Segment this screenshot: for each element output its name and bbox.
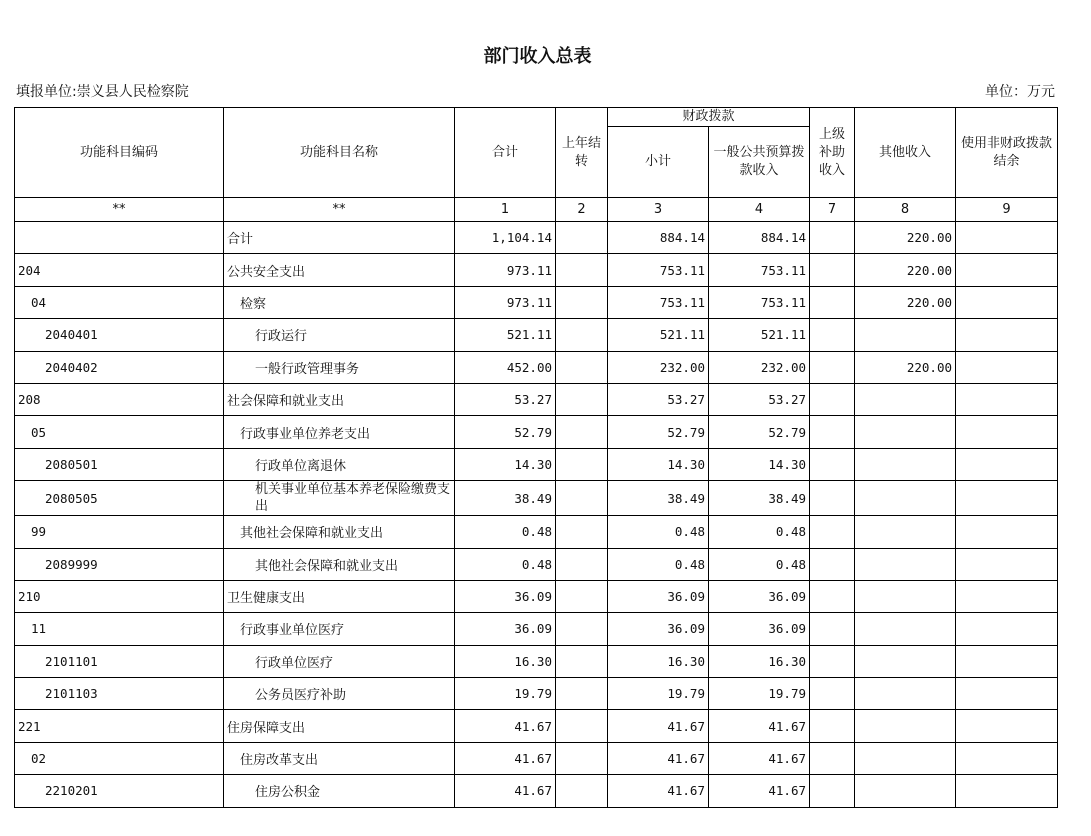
header-code: 功能科目编码 <box>15 108 224 198</box>
total-cell: 38.49 <box>455 481 556 516</box>
superior-cell <box>810 254 855 286</box>
total-cell: 0.48 <box>455 516 556 548</box>
table-row <box>15 481 1058 516</box>
subtotal-cell: 0.48 <box>608 548 709 580</box>
nonfiscal-cell <box>956 319 1058 351</box>
other-income-cell <box>855 416 956 448</box>
total-cell: 41.67 <box>455 710 556 742</box>
header-general-budget: 一般公共预算拨款收入 <box>709 127 810 198</box>
superior-cell <box>810 351 855 383</box>
table-row <box>15 222 1058 254</box>
total-cell: 19.79 <box>455 678 556 710</box>
total-cell: 1,104.14 <box>455 222 556 254</box>
code-cell: 2080505 <box>15 481 224 516</box>
subtotal-cell: 19.79 <box>608 678 709 710</box>
name-cell: 公共安全支出 <box>224 254 455 286</box>
table-row <box>15 678 1058 710</box>
general-budget-cell: 38.49 <box>709 481 810 516</box>
subtotal-cell: 53.27 <box>608 383 709 415</box>
carryover-cell <box>556 319 608 351</box>
superior-cell <box>810 645 855 677</box>
total-cell: 52.79 <box>455 416 556 448</box>
carryover-cell <box>556 580 608 612</box>
general-budget-cell: 753.11 <box>709 254 810 286</box>
general-budget-cell: 52.79 <box>709 416 810 448</box>
general-budget-cell: 53.27 <box>709 383 810 415</box>
nonfiscal-cell <box>956 710 1058 742</box>
page-title: 部门收入总表 <box>483 46 592 67</box>
other-income-cell <box>855 710 956 742</box>
general-budget-cell: 41.67 <box>709 742 810 774</box>
total-cell: 41.67 <box>455 742 556 774</box>
income-summary-table <box>14 107 1058 808</box>
index-cell: 7 <box>810 198 855 222</box>
header-total: 合计 <box>455 108 556 198</box>
superior-cell <box>810 448 855 480</box>
name-cell: 合计 <box>224 222 455 254</box>
general-budget-cell: 753.11 <box>709 286 810 318</box>
other-income-cell <box>855 319 956 351</box>
code-cell: 2080501 <box>15 448 224 480</box>
other-income-cell <box>855 516 956 548</box>
nonfiscal-cell <box>956 645 1058 677</box>
carryover-cell <box>556 254 608 286</box>
carryover-cell <box>556 613 608 645</box>
general-budget-cell: 521.11 <box>709 319 810 351</box>
subtotal-cell: 521.11 <box>608 319 709 351</box>
carryover-cell <box>556 351 608 383</box>
superior-cell <box>810 742 855 774</box>
subtotal-cell: 884.14 <box>608 222 709 254</box>
subtotal-cell: 16.30 <box>608 645 709 677</box>
code-cell: 02 <box>15 742 224 774</box>
nonfiscal-cell <box>956 416 1058 448</box>
name-cell: 住房公积金 <box>224 775 455 807</box>
index-cell: 1 <box>455 198 556 222</box>
name-cell: 住房保障支出 <box>224 710 455 742</box>
code-cell: 11 <box>15 613 224 645</box>
carryover-cell <box>556 516 608 548</box>
name-cell: 行政单位医疗 <box>224 645 455 677</box>
name-cell: 机关事业单位基本养老保险缴费支出 <box>224 481 455 516</box>
subtotal-cell: 38.49 <box>608 481 709 516</box>
index-cell: ** <box>224 198 455 222</box>
table-row <box>15 710 1058 742</box>
code-cell: 2089999 <box>15 548 224 580</box>
table-row <box>15 742 1058 774</box>
general-budget-cell: 14.30 <box>709 448 810 480</box>
code-cell: 2101101 <box>15 645 224 677</box>
other-income-cell <box>855 383 956 415</box>
other-income-cell <box>855 645 956 677</box>
nonfiscal-cell <box>956 742 1058 774</box>
code-cell: 2210201 <box>15 775 224 807</box>
other-income-cell <box>855 775 956 807</box>
name-cell: 行政单位离退休 <box>224 448 455 480</box>
total-cell: 973.11 <box>455 286 556 318</box>
code-cell: 221 <box>15 710 224 742</box>
other-income-cell: 220.00 <box>855 286 956 318</box>
other-income-cell <box>855 548 956 580</box>
table-row <box>15 548 1058 580</box>
code-cell: 05 <box>15 416 224 448</box>
carryover-cell <box>556 286 608 318</box>
nonfiscal-cell <box>956 222 1058 254</box>
name-cell: 行政事业单位医疗 <box>224 613 455 645</box>
index-cell: 2 <box>556 198 608 222</box>
superior-cell <box>810 481 855 516</box>
code-cell: 208 <box>15 383 224 415</box>
header-nonfiscal: 使用非财政拨款结余 <box>956 108 1058 198</box>
general-budget-cell: 19.79 <box>709 678 810 710</box>
nonfiscal-cell <box>956 254 1058 286</box>
nonfiscal-cell <box>956 481 1058 516</box>
subtotal-cell: 753.11 <box>608 254 709 286</box>
superior-cell <box>810 516 855 548</box>
code-cell: 2040401 <box>15 319 224 351</box>
table-row <box>15 580 1058 612</box>
general-budget-cell: 16.30 <box>709 645 810 677</box>
general-budget-cell: 41.67 <box>709 775 810 807</box>
carryover-cell <box>556 383 608 415</box>
total-cell: 973.11 <box>455 254 556 286</box>
nonfiscal-cell <box>956 678 1058 710</box>
carryover-cell <box>556 678 608 710</box>
table-row <box>15 383 1058 415</box>
index-cell: ** <box>15 198 224 222</box>
subtotal-cell: 36.09 <box>608 613 709 645</box>
total-cell: 452.00 <box>455 351 556 383</box>
superior-cell <box>810 319 855 351</box>
table-row <box>15 613 1058 645</box>
index-cell: 8 <box>855 198 956 222</box>
unit-label: 单位：万元 <box>985 84 1055 100</box>
superior-cell <box>810 222 855 254</box>
other-income-cell <box>855 481 956 516</box>
general-budget-cell: 232.00 <box>709 351 810 383</box>
code-cell: 204 <box>15 254 224 286</box>
superior-cell <box>810 613 855 645</box>
general-budget-cell: 884.14 <box>709 222 810 254</box>
superior-cell <box>810 678 855 710</box>
general-budget-cell: 41.67 <box>709 710 810 742</box>
carryover-cell <box>556 481 608 516</box>
name-cell: 行政事业单位养老支出 <box>224 416 455 448</box>
nonfiscal-cell <box>956 580 1058 612</box>
table-row <box>15 416 1058 448</box>
code-cell: 99 <box>15 516 224 548</box>
nonfiscal-cell <box>956 383 1058 415</box>
subtotal-cell: 232.00 <box>608 351 709 383</box>
name-cell: 社会保障和就业支出 <box>224 383 455 415</box>
other-income-cell: 220.00 <box>855 351 956 383</box>
other-income-cell: 220.00 <box>855 254 956 286</box>
header-fiscal: 财政拨款 <box>608 108 810 127</box>
table-row <box>15 516 1058 548</box>
table-row <box>15 645 1058 677</box>
nonfiscal-cell <box>956 613 1058 645</box>
total-cell: 36.09 <box>455 580 556 612</box>
total-cell: 0.48 <box>455 548 556 580</box>
other-income-cell <box>855 742 956 774</box>
name-cell: 检察 <box>224 286 455 318</box>
index-cell: 4 <box>709 198 810 222</box>
name-cell: 其他社会保障和就业支出 <box>224 516 455 548</box>
filing-unit-label: 填报单位:崇义县人民检察院 <box>16 84 189 100</box>
nonfiscal-cell <box>956 548 1058 580</box>
subtotal-cell: 41.67 <box>608 775 709 807</box>
superior-cell <box>810 580 855 612</box>
other-income-cell <box>855 580 956 612</box>
subtotal-cell: 41.67 <box>608 710 709 742</box>
code-cell: 2101103 <box>15 678 224 710</box>
table-row <box>15 351 1058 383</box>
general-budget-cell: 0.48 <box>709 548 810 580</box>
other-income-cell: 220.00 <box>855 222 956 254</box>
table-row <box>15 286 1058 318</box>
general-budget-cell: 36.09 <box>709 580 810 612</box>
index-cell: 3 <box>608 198 709 222</box>
subtotal-cell: 0.48 <box>608 516 709 548</box>
total-cell: 521.11 <box>455 319 556 351</box>
table-row <box>15 254 1058 286</box>
carryover-cell <box>556 222 608 254</box>
other-income-cell <box>855 678 956 710</box>
code-cell <box>15 222 224 254</box>
name-cell: 公务员医疗补助 <box>224 678 455 710</box>
general-budget-cell: 36.09 <box>709 613 810 645</box>
table-row <box>15 775 1058 807</box>
carryover-cell <box>556 645 608 677</box>
carryover-cell <box>556 742 608 774</box>
nonfiscal-cell <box>956 286 1058 318</box>
total-cell: 14.30 <box>455 448 556 480</box>
subtotal-cell: 14.30 <box>608 448 709 480</box>
superior-cell <box>810 286 855 318</box>
carryover-cell <box>556 548 608 580</box>
nonfiscal-cell <box>956 448 1058 480</box>
index-row <box>15 198 1058 222</box>
table-row <box>15 448 1058 480</box>
general-budget-cell: 0.48 <box>709 516 810 548</box>
index-cell: 9 <box>956 198 1058 222</box>
carryover-cell <box>556 448 608 480</box>
carryover-cell <box>556 775 608 807</box>
header-other: 其他收入 <box>855 108 956 198</box>
header-subtotal: 小计 <box>608 127 709 198</box>
total-cell: 16.30 <box>455 645 556 677</box>
name-cell: 住房改革支出 <box>224 742 455 774</box>
total-cell: 53.27 <box>455 383 556 415</box>
header-superior: 上级补助收入 <box>810 108 855 198</box>
superior-cell <box>810 775 855 807</box>
name-cell: 卫生健康支出 <box>224 580 455 612</box>
superior-cell <box>810 383 855 415</box>
name-cell: 一般行政管理事务 <box>224 351 455 383</box>
nonfiscal-cell <box>956 775 1058 807</box>
superior-cell <box>810 416 855 448</box>
other-income-cell <box>855 613 956 645</box>
name-cell: 行政运行 <box>224 319 455 351</box>
code-cell: 04 <box>15 286 224 318</box>
subtotal-cell: 41.67 <box>608 742 709 774</box>
code-cell: 210 <box>15 580 224 612</box>
carryover-cell <box>556 416 608 448</box>
nonfiscal-cell <box>956 351 1058 383</box>
header-name: 功能科目名称 <box>224 108 455 198</box>
nonfiscal-cell <box>956 516 1058 548</box>
total-cell: 36.09 <box>455 613 556 645</box>
header-carryover: 上年结转 <box>556 108 608 198</box>
table-row <box>15 319 1058 351</box>
subtotal-cell: 52.79 <box>608 416 709 448</box>
subtotal-cell: 36.09 <box>608 580 709 612</box>
superior-cell <box>810 548 855 580</box>
subtotal-cell: 753.11 <box>608 286 709 318</box>
name-cell: 其他社会保障和就业支出 <box>224 548 455 580</box>
code-cell: 2040402 <box>15 351 224 383</box>
carryover-cell <box>556 710 608 742</box>
superior-cell <box>810 710 855 742</box>
other-income-cell <box>855 448 956 480</box>
total-cell: 41.67 <box>455 775 556 807</box>
